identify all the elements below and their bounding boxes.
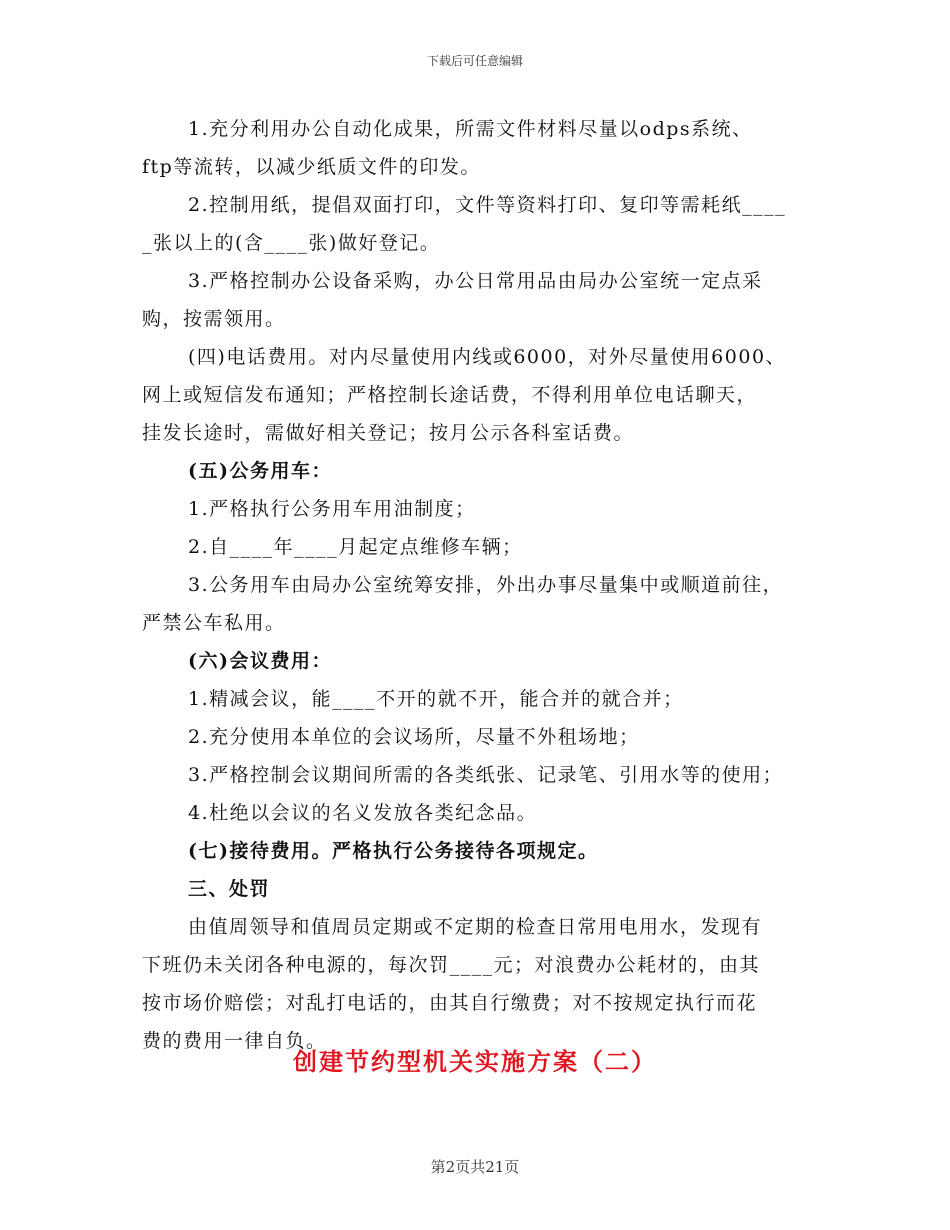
section-heading: (七)接待费用。严格执行公务接待各项规定。	[188, 840, 599, 862]
section-heading: 三、处罚	[188, 878, 271, 900]
paragraph-line: 严禁公车私用。	[142, 612, 286, 634]
paragraph-line: 3.公务用车由局办公室统筹安排，外出办事尽量集中或顺道前往，	[188, 574, 784, 596]
paragraph-line: (四)电话费用。对内尽量使用内线或6000，对外尽量使用6000、	[188, 346, 787, 368]
paragraph-line: 2.控制用纸，提倡双面打印，文件等资料打印、复印等需耗纸____	[188, 194, 787, 216]
paragraph-line: 4.杜绝以会议的名义发放各类纪念品。	[188, 802, 538, 824]
paragraph-line: 网上或短信发布通知；严格控制长途话费，不得利用单位电话聊天，	[142, 384, 758, 406]
paragraph-line: 由值周领导和值周员定期或不定期的检查日常用电用水，发现有	[188, 916, 763, 938]
section-heading: (五)公务用车：	[188, 460, 332, 482]
paragraph-line: 挂发长途时，需做好相关登记；按月公示各科室话费。	[142, 422, 635, 444]
section-heading: (六)会议费用：	[188, 650, 332, 672]
paragraph-line: 2.充分使用本单位的会议场所，尽量不外租场地；	[188, 726, 640, 748]
section-title: 创建节约型机关实施方案（二）	[293, 1047, 657, 1076]
paragraph-line: 购，按需领用。	[142, 308, 286, 330]
paragraph-line: 1.严格执行公务用车用油制度；	[188, 498, 476, 520]
paragraph-line: 1.充分利用办公自动化成果，所需文件材料尽量以odps系统、	[188, 118, 753, 140]
paragraph-line: 3.严格控制会议期间所需的各类纸张、记录笔、引用水等的使用；	[188, 764, 784, 786]
paragraph-line: ftp等流转，以减少纸质文件的印发。	[142, 156, 481, 178]
paragraph-line: 1.精减会议，能____不开的就不开，能合并的就合并；	[188, 688, 684, 710]
paragraph-line: 费的费用一律自负。	[142, 1030, 327, 1052]
paragraph-line: _张以上的(含____张)做好登记。	[142, 232, 441, 254]
page-number: 第2页共21页	[430, 1158, 520, 1176]
page-header: 下载后可任意编辑	[426, 54, 523, 68]
paragraph-line: 按市场价赔偿；对乱打电话的，由其自行缴费；对不按规定执行而花	[142, 992, 758, 1014]
paragraph-line: 3.严格控制办公设备采购，办公日常用品由局办公室统一定点采	[188, 270, 763, 292]
paragraph-line: 2.自____年____月起定点维修车辆；	[188, 536, 523, 558]
paragraph-line: 下班仍未关闭各种电源的，每次罚____元；对浪费办公耗材的，由其	[142, 954, 761, 976]
